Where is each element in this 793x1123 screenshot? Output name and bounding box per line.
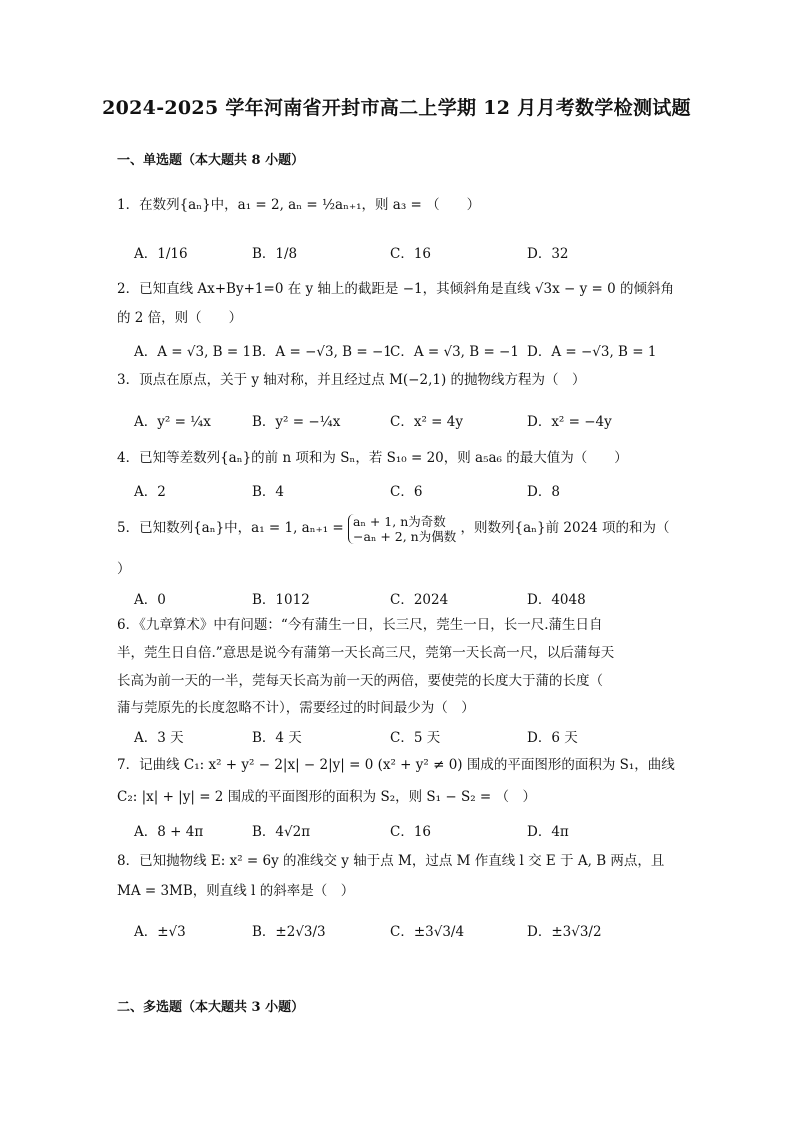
option-b: B．4 xyxy=(252,484,285,500)
question-3-stem: 3．顶点在原点，关于 y 轴对称，并且经过点 M(−2,1) 的抛物线方程为（ ） xyxy=(117,372,586,388)
section-heading-multiple-choice: 二、多选题（本大题共 3 小题） xyxy=(117,1000,305,1015)
question-6-stem-line-4: 蒲与莞原先的长度忽略不计），需要经过的时间最少为（ ） xyxy=(117,700,475,716)
piecewise-case-2: −aₙ + 2, n为偶数 xyxy=(353,528,457,544)
option-a: A．2 xyxy=(134,484,166,500)
option-b: B．A = −√3, B = −1 xyxy=(252,344,392,360)
option-c: C．A = √3, B = −1 xyxy=(390,344,519,360)
option-c: C．5 天 xyxy=(390,730,441,746)
option-c: C．±3√3/4 xyxy=(390,924,465,940)
question-5-stem xyxy=(117,511,677,545)
option-d: D．4π xyxy=(527,824,569,840)
question-5-stem-post: ，则数列{aₙ}前 2024 项的和为（ xyxy=(460,520,670,536)
option-c: C．6 xyxy=(390,484,423,500)
option-c: C．16 xyxy=(390,824,432,840)
option-b: B．4 天 xyxy=(252,730,302,746)
question-4-stem: 4．已知等差数列{aₙ}的前 n 项和为 Sₙ，若 S₁₀ = 20，则 a₅a₆ 的最大值为（ ） xyxy=(117,450,628,466)
option-a: A．A = √3, B = 1 xyxy=(134,344,252,360)
option-a: A．1/16 xyxy=(134,246,188,262)
option-a: A．8 + 4π xyxy=(134,824,204,840)
option-c: C．16 xyxy=(390,246,432,262)
question-3-options xyxy=(134,410,654,438)
question-7-stem-line-2: C₂: |x| + |y| = 2 围成的平面图形的面积为 S₂，则 S₁ − S₂ = （ ） xyxy=(117,789,537,805)
option-c: C．2024 xyxy=(390,592,449,608)
piecewise-brace xyxy=(348,514,456,544)
option-b: B．1012 xyxy=(252,592,310,608)
option-a: A．±√3 xyxy=(134,924,186,940)
question-8-stem-line-1: 8．已知抛物线 E: x² = 6y 的准线交 y 轴于点 M，过点 M 作直线 l 交 E 于 A, B 两点，且 xyxy=(117,853,665,869)
question-5-stem-line-2: ） xyxy=(117,561,131,577)
piecewise-case-1: aₙ + 1, n为奇数 xyxy=(353,513,446,529)
question-7-options xyxy=(134,820,654,848)
question-4-options xyxy=(134,480,654,508)
option-b: B．4√2π xyxy=(252,824,311,840)
option-d: D．4048 xyxy=(527,592,586,608)
question-7-stem-line-1: 7．记曲线 C₁: x² + y² − 2|x| − 2|y| = 0 (x² + y² ≠ 0) 围成的平面图形的面积为 S₁，曲线 xyxy=(117,757,675,773)
option-d: D．6 天 xyxy=(527,730,578,746)
option-d: D．x² = −4y xyxy=(527,414,612,430)
option-d: D．±3√3/2 xyxy=(527,924,602,940)
question-2-stem-line-2: 的 2 倍，则（ ） xyxy=(117,310,243,326)
question-5-stem-pre: 5．已知数列{aₙ}中，a₁ = 1, aₙ₊₁ = xyxy=(117,520,344,536)
option-b: B．±2√3/3 xyxy=(252,924,326,940)
option-a: A．3 天 xyxy=(134,730,184,746)
option-d: D．A = −√3, B = 1 xyxy=(527,344,657,360)
option-a: A．y² = ¼x xyxy=(134,414,211,430)
option-d: D．32 xyxy=(527,246,569,262)
page-title: 2024-2025 学年河南省开封市高二上学期 12 月月考数学检测试题 xyxy=(102,97,691,119)
question-6-stem-line-1: 6．《九章算术》中有问题：“今有蒲生一日，长三尺，莞生一日，长一尺.蒲生日自 xyxy=(117,617,603,633)
question-1-stem: 1．在数列{aₙ}中，a₁ = 2, aₙ = ½aₙ₊₁，则 a₃ = （ ） xyxy=(117,197,481,213)
question-6-stem-line-2: 半，莞生日自倍.”意思是说今有蒲第一天长高三尺，莞第一天长高一尺，以后蒲每天 xyxy=(117,645,615,661)
question-8-options xyxy=(134,920,654,948)
option-a: A．0 xyxy=(134,592,166,608)
option-c: C．x² = 4y xyxy=(390,414,463,430)
question-1-options xyxy=(134,242,654,270)
question-2-stem-line-1: 2．已知直线 Ax+By+1=0 在 y 轴上的截距是 −1，其倾斜角是直线 √3x − y = 0 的倾斜角 xyxy=(117,281,674,297)
question-6-stem-line-3: 长高为前一天的一半，莞每天长高为前一天的两倍，要使莞的长度大于蒲的长度（ xyxy=(117,673,603,689)
section-heading-single-choice: 一、单选题（本大题共 8 小题） xyxy=(117,153,305,168)
option-d: D．8 xyxy=(527,484,560,500)
option-b: B．y² = −¼x xyxy=(252,414,341,430)
question-8-stem-line-2: MA = 3MB，则直线 l 的斜率是（ ） xyxy=(117,883,355,899)
question-2-options xyxy=(134,340,657,368)
option-b: B．1/8 xyxy=(252,246,298,262)
